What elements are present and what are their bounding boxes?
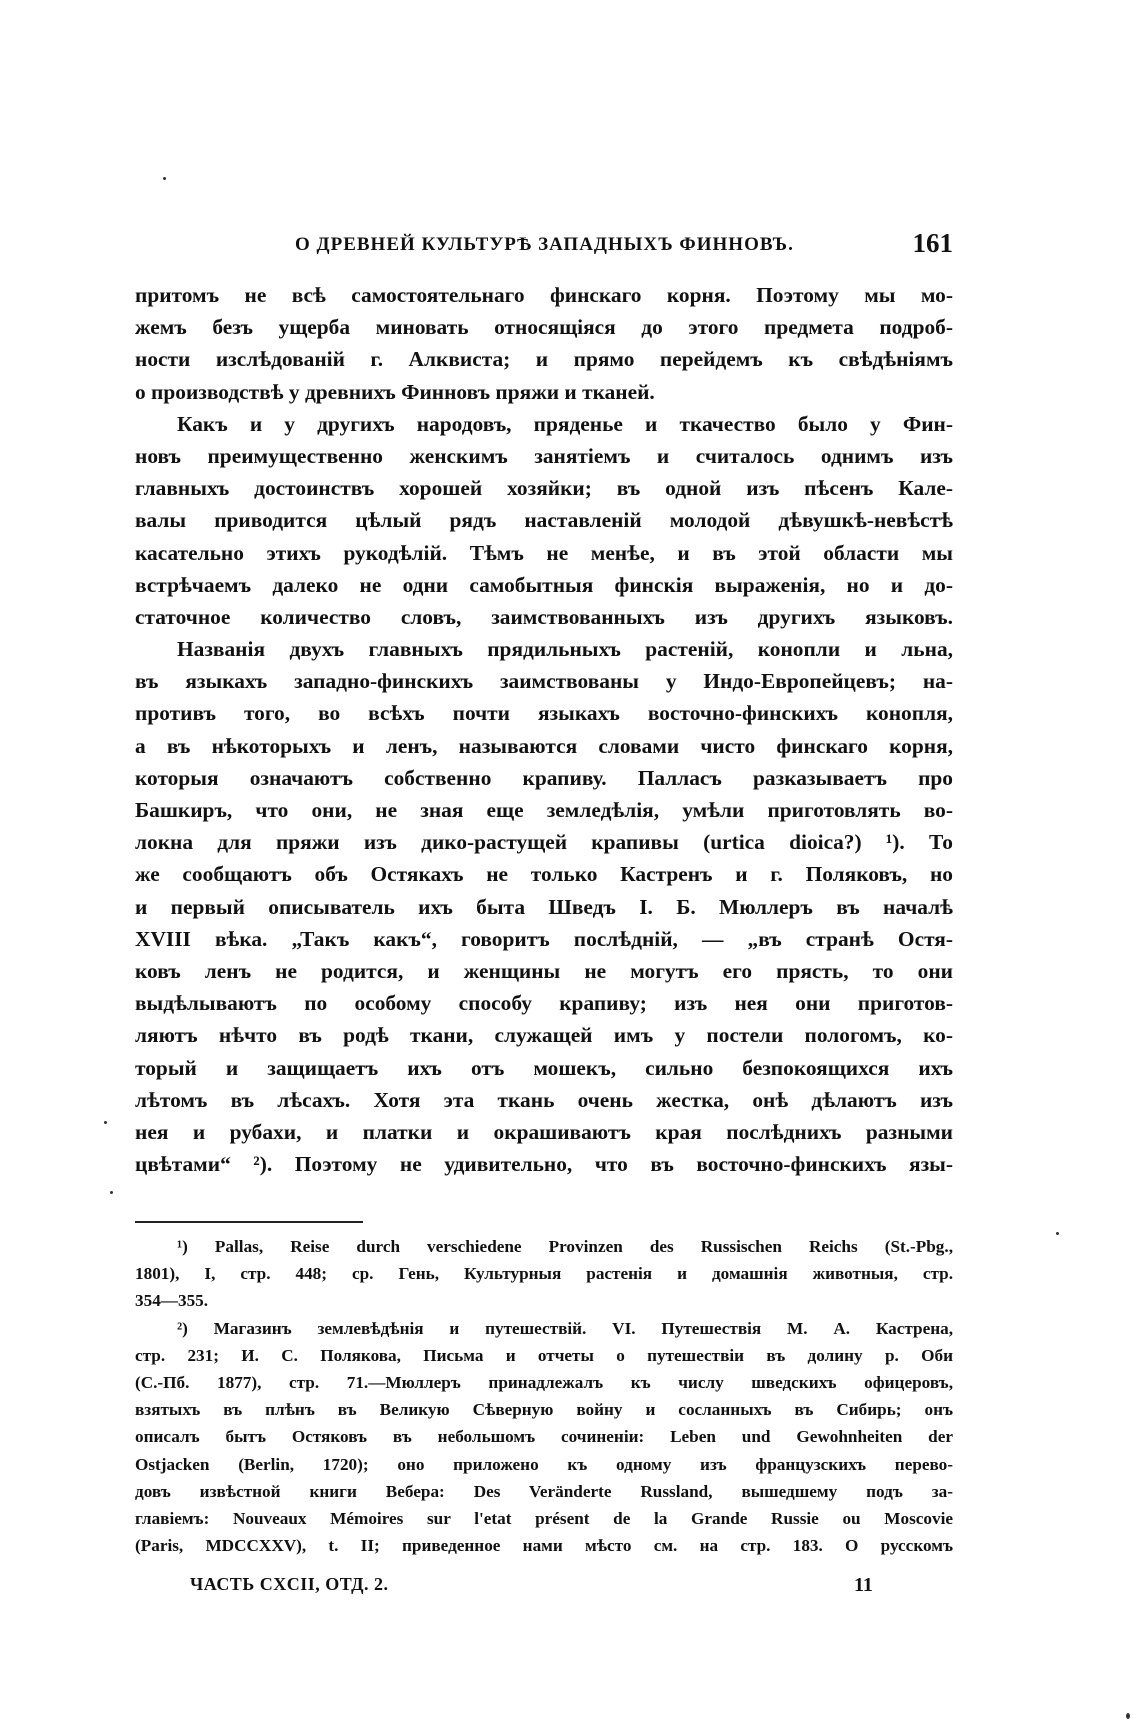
text-line: новъ преимущественно женскимъ занятіемъ и считалось однимъ изъ	[135, 443, 953, 468]
footnote-line: 354—355.	[135, 1291, 209, 1311]
text-line: лѣтомъ въ лѣсахъ. Хотя эта ткань очень жестка, онѣ дѣлаютъ изъ	[135, 1087, 953, 1112]
footnote-divider	[135, 1221, 363, 1223]
footnote-line: Ostjacken (Berlin, 1720); оно приложено къ одному изъ французскихъ перево-	[135, 1454, 953, 1474]
footnote-line: ¹) Pallas, Reise durch verschiedene Provinzen des Russischen Reichs (St.-Pbg.,	[177, 1237, 953, 1256]
text-line: въ языкахъ западно-финскихъ заимствованы у Индо-Европейцевъ; на-	[135, 669, 953, 694]
text-line: выдѣлываютъ по особому способу крапиву; изъ нея они приготов-	[135, 991, 953, 1016]
text-line: нея и рубахи, и платки и окрашиваютъ края послѣднихъ разными	[135, 1119, 953, 1144]
footnote-line: стр. 231; И. С. Полякова, Письма и отчеты о путешествіи въ долину р. Оби	[135, 1345, 953, 1365]
page-number: 161	[912, 228, 953, 258]
text-line: главныхъ достоинствъ хорошей хозяйки; въ одной изъ пѣсенъ Кале-	[135, 476, 953, 501]
scan-speck	[163, 177, 166, 180]
text-line: же сообщаютъ объ Остякахъ не только Кастренъ и г. Поляковъ, но	[135, 862, 953, 887]
text-line: а въ нѣкоторыхъ и ленъ, называются словами чисто финскаго корня,	[135, 733, 953, 758]
text-line: встрѣчаемъ далеко не одни самобытныя финскія выраженія, но и до-	[135, 572, 953, 597]
signature-part: ЧАСТЬ CXCII, ОТД. 2.	[190, 1574, 389, 1594]
footnote-line: довъ извѣстной книги Вебера: Des Veränderte Russland, вышедшему подъ за-	[135, 1481, 953, 1501]
scan-speck	[104, 1121, 107, 1124]
footnote-line: описалъ бытъ Остяковъ въ небольшомъ сочиненіи: Leben und Gewohnheiten der	[135, 1427, 953, 1447]
text-line: Башкиръ, что они, не зная еще земледѣлія, умѣли приготовлять во-	[135, 798, 953, 822]
text-line: которыя означаютъ собственно крапиву. Палласъ разказываетъ про	[135, 765, 953, 790]
text-line: валы приводится цѣлый рядъ наставленій молодой дѣвушкѣ-невѣстѣ	[135, 508, 953, 533]
text-line: и первый описыватель ихъ быта Шведъ І. Б. Мюллеръ въ началѣ	[135, 894, 953, 919]
printer-signature	[190, 1574, 890, 1604]
text-line: Названія двухъ главныхъ прядильныхъ растеній, конопли и льна,	[177, 637, 953, 662]
text-line: притомъ не всѣ самостоятельнаго финскаго корня. Поэтому мы мо-	[135, 283, 953, 307]
text-line: XVIII вѣка. „Такъ какъ“, говоритъ послѣдній, — „въ странѣ Остя-	[135, 926, 953, 951]
running-title: О ДРЕВНЕЙ КУЛЬТУРѢ ЗАПАДНЫХЪ ФИННОВЪ.	[295, 234, 794, 255]
footnote-line: (С.-Пб. 1877), стр. 71.—Мюллеръ принадлежалъ къ числу шведскихъ офицеровъ,	[135, 1372, 953, 1392]
footnotes	[135, 1237, 953, 1563]
text-line: касательно этихъ рукодѣлій. Тѣмъ не менѣе, и въ этой области мы	[135, 540, 953, 565]
signature-sheet-number: 11	[854, 1574, 873, 1596]
scan-speck	[110, 1191, 113, 1194]
text-line: торый и защищаетъ ихъ отъ мошекъ, сильно безпокоящихся ихъ	[135, 1055, 953, 1080]
footnote-line: 1801), I, стр. 448; ср. Гень, Культурныя растенія и домашнія животныя, стр.	[135, 1264, 953, 1284]
footnote-line: взятыхъ въ плѣнъ въ Великую Сѣверную войну и сосланныхъ въ Сибирь; онъ	[135, 1400, 953, 1420]
footnote-line: ²) Магазинъ землевѣдѣнія и путешествій. VI. Путешествія М. А. Кастрена,	[177, 1318, 953, 1338]
scan-speck	[1126, 1713, 1130, 1719]
text-line: ковъ ленъ не родится, и женщины не могутъ его прясть, то они	[135, 958, 953, 983]
text-line: статочное количество словъ, заимствованныхъ изъ другихъ языковъ.	[135, 604, 953, 629]
body-text	[135, 283, 953, 1184]
text-line: цвѣтами“ ²). Поэтому не удивительно, что въ восточно-финскихъ язы-	[135, 1152, 953, 1177]
text-line: Какъ и у другихъ народовъ, пряденье и ткачество было у Фин-	[177, 411, 953, 436]
text-line: о производствѣ у древнихъ Финновъ пряжи и тканей.	[135, 379, 655, 404]
running-head	[135, 228, 953, 262]
scan-speck	[1056, 1232, 1059, 1235]
text-line: локна для пряжи изъ дико-растущей крапивы (urtica dioica?) ¹). То	[135, 830, 953, 855]
text-line: противъ того, во всѣхъ почти языкахъ восточно-финскихъ конопля,	[135, 701, 953, 726]
text-line: ляютъ нѣчто въ родѣ ткани, служащей имъ у постели пологомъ, ко-	[135, 1023, 953, 1048]
text-line: ности изслѣдованій г. Алквиста; и прямо перейдемъ къ свѣдѣніямъ	[135, 347, 953, 372]
footnote-line: главіемъ: Nouveaux Mémoires sur l'etat présent de la Grande Russie ou Moscovie	[135, 1508, 953, 1528]
text-line: жемъ безъ ущерба миновать относящіяся до этого предмета подроб-	[135, 315, 953, 340]
footnote-line: (Paris, MDCCXXV), t. II; приведенное нами мѣсто см. на стр. 183. О русскомъ	[135, 1536, 953, 1556]
